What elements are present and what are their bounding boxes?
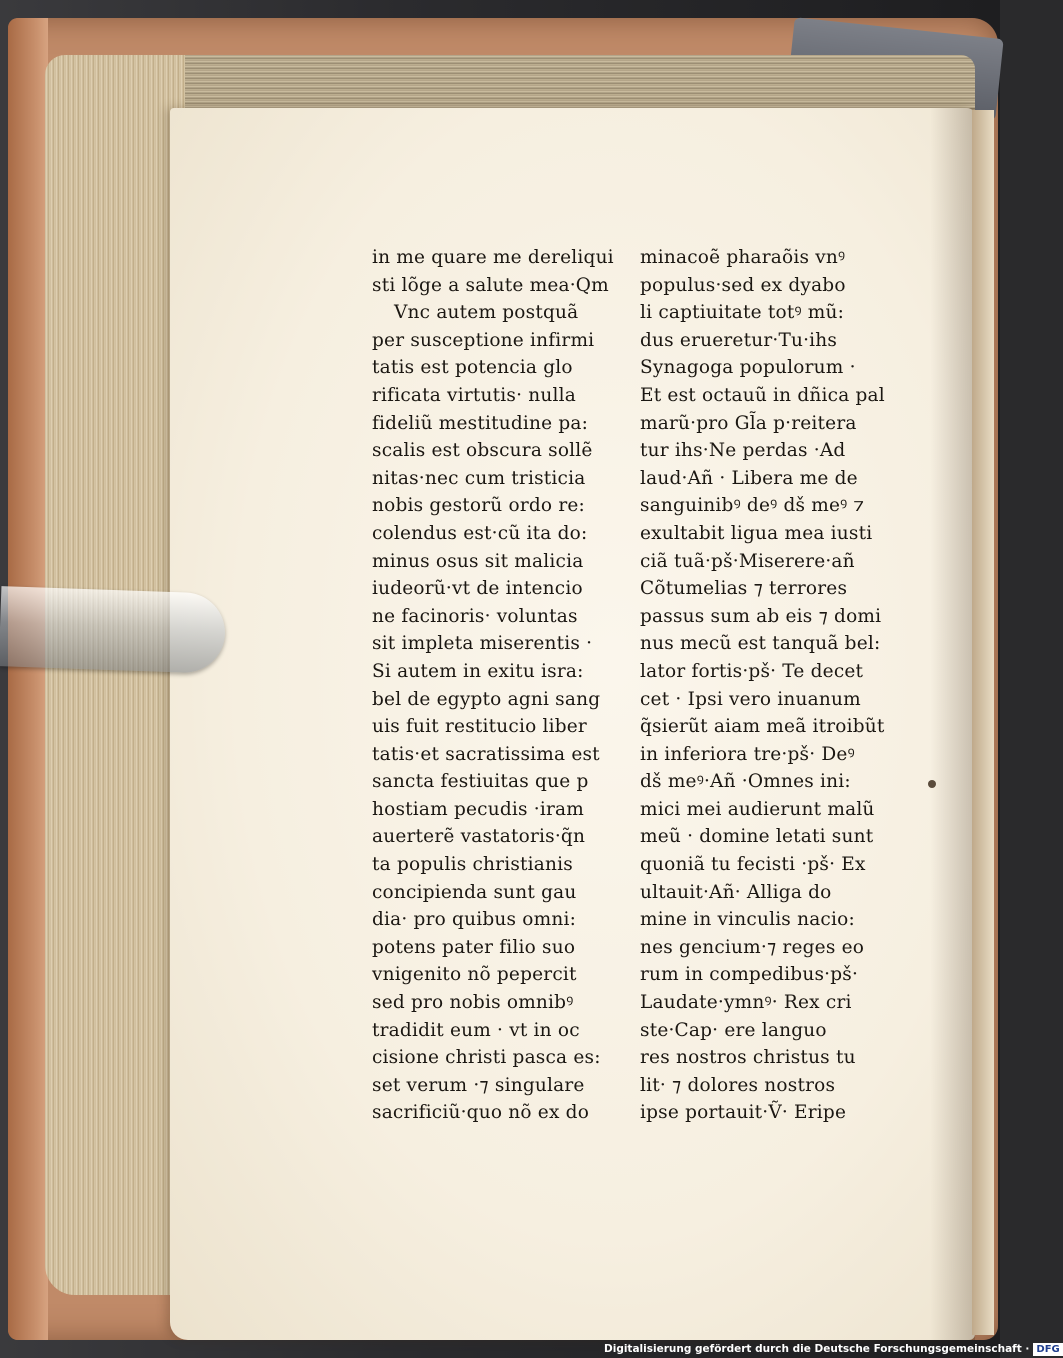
text-line: ciã tuã·pš·Miserere·añ bbox=[640, 550, 855, 572]
text-line: in me quare me dereliqui bbox=[372, 247, 614, 268]
page-holder-clip bbox=[0, 586, 226, 674]
text-line: minus osus sit malicia bbox=[372, 550, 584, 572]
text-line: Synagoga populorum · bbox=[640, 357, 856, 379]
text-line: ne facinoris· voluntas bbox=[372, 605, 578, 627]
text-line: tatis est potencia glo bbox=[372, 357, 573, 379]
text-line: li captiuitate totꝰ mũ: bbox=[640, 302, 845, 324]
text-line: minacoẽ pharaõis vnꝰ bbox=[640, 247, 846, 268]
credit-text: Digitalisierung gefördert durch die Deutsche Forschungsgemeinschaft · bbox=[604, 1343, 1030, 1355]
text-line: sacrificiũ·quo nõ ex do bbox=[372, 1102, 590, 1124]
text-line: mici mei audierunt malũ bbox=[640, 798, 875, 820]
text-line: q̃sierũt aiam meã itroibũt bbox=[640, 716, 885, 738]
text-line: lit· ⁊ dolores nostros bbox=[640, 1074, 836, 1096]
text-line: nobis gestorũ ordo re: bbox=[372, 495, 585, 517]
text-line: per susceptione infirmi bbox=[372, 329, 595, 351]
text-column-left bbox=[372, 244, 614, 1127]
text-line: sancta festiuitas que p bbox=[372, 771, 589, 793]
text-line: iudeorũ·vt de intencio bbox=[372, 578, 583, 600]
text-line: dia· pro quibus omni: bbox=[372, 909, 577, 931]
facing-page-edge bbox=[972, 110, 994, 1335]
text-line: meũ · domine letati sunt bbox=[640, 826, 874, 848]
text-line: cet · Ipsi vero inuanum bbox=[640, 688, 861, 710]
text-line: ipse portauit·Ṽ· Eripe bbox=[640, 1102, 847, 1124]
text-line: marũ·pro Gl̃a p·reitera bbox=[640, 412, 857, 434]
text-line: ta populis christianis bbox=[372, 854, 573, 876]
text-line: sanguinibꝰ deꝰ dš meꝰ ⁊ bbox=[640, 495, 865, 517]
text-line: auerterẽ vastatoris·q̃n bbox=[372, 826, 586, 848]
text-line: passus sum ab eis ⁊ domi bbox=[640, 605, 882, 627]
text-line: hostiam pecudis ·iram bbox=[372, 798, 584, 820]
text-line: exultabit ligua mea iusti bbox=[640, 522, 873, 544]
text-line: ste·Cap· ere languo bbox=[640, 1019, 827, 1041]
text-line: tradidit eum · vt in oc bbox=[372, 1019, 580, 1041]
text-line: cisione christi pasca es: bbox=[372, 1047, 601, 1069]
text-line: concipienda sunt gau bbox=[372, 881, 577, 903]
text-line: sti lõge a salute mea·Qm bbox=[372, 274, 609, 296]
text-line: mine in vinculis nacio: bbox=[640, 909, 855, 931]
text-line: rum in compedibus·pš· bbox=[640, 964, 859, 986]
text-line: nitas·nec cum tristicia bbox=[372, 467, 586, 489]
dfg-logo: DFG bbox=[1033, 1343, 1062, 1356]
text-line: lator fortis·pš· Te decet bbox=[640, 660, 864, 682]
text-line: nus mecũ est tanquã bel: bbox=[640, 633, 881, 655]
text-line: uis fuit restitucio liber bbox=[372, 716, 587, 738]
text-line: scalis est obscura sollẽ bbox=[372, 440, 593, 462]
cover-edge bbox=[8, 18, 48, 1340]
text-line: rificata virtutis· nulla bbox=[372, 384, 576, 406]
text-line: set verum ·⁊ singulare bbox=[372, 1074, 585, 1096]
text-line: in inferiora tre·pš· Deꝰ bbox=[640, 743, 855, 765]
text-line: tatis·et sacratissima est bbox=[372, 743, 600, 765]
text-line: sit impleta miserentis · bbox=[372, 633, 593, 655]
text-line: dš meꝰ·Añ ·Omnes ini: bbox=[640, 771, 851, 793]
gutter-shadow bbox=[930, 108, 975, 1340]
text-line: fideliũ mestitudine pa: bbox=[372, 412, 589, 434]
text-line: bel de egypto agni sang bbox=[372, 688, 601, 710]
ink-speck bbox=[928, 780, 936, 788]
text-line: laud·Añ · Libera me de bbox=[640, 467, 858, 489]
text-line: sed pro nobis omnibꝰ bbox=[372, 992, 574, 1014]
text-line: potens pater filio suo bbox=[372, 936, 576, 958]
text-line: Si autem in exitu isra: bbox=[372, 660, 584, 682]
text-line: Vnc autem postquã bbox=[394, 302, 579, 324]
text-column-right bbox=[640, 244, 885, 1127]
text-line: nes gencium·⁊ reges eo bbox=[640, 936, 865, 958]
text-line: ultauit·Añ· Alliga do bbox=[640, 881, 832, 903]
text-line: colendus est·cũ ita do: bbox=[372, 522, 588, 544]
text-line: res nostros christus tu bbox=[640, 1047, 856, 1069]
digitization-credit bbox=[604, 1341, 1060, 1358]
page-block-edge bbox=[45, 55, 185, 1295]
text-line: vnigenito nõ pepercit bbox=[372, 964, 577, 986]
text-line: quoniã tu fecisti ·pš· Ex bbox=[640, 854, 866, 876]
text-line: Laudate·ymnꝰ· Rex cri bbox=[640, 992, 852, 1014]
text-line: Cõtumelias ⁊ terrores bbox=[640, 578, 848, 600]
text-line: populus·sed ex dyabo bbox=[640, 274, 846, 296]
text-line: dus erueretur·Tu·ihs bbox=[640, 329, 838, 351]
text-line: tur ihs·Ne perdas ·Ad bbox=[640, 440, 846, 462]
text-line: Et est octauũ in dñica pal bbox=[640, 384, 885, 406]
